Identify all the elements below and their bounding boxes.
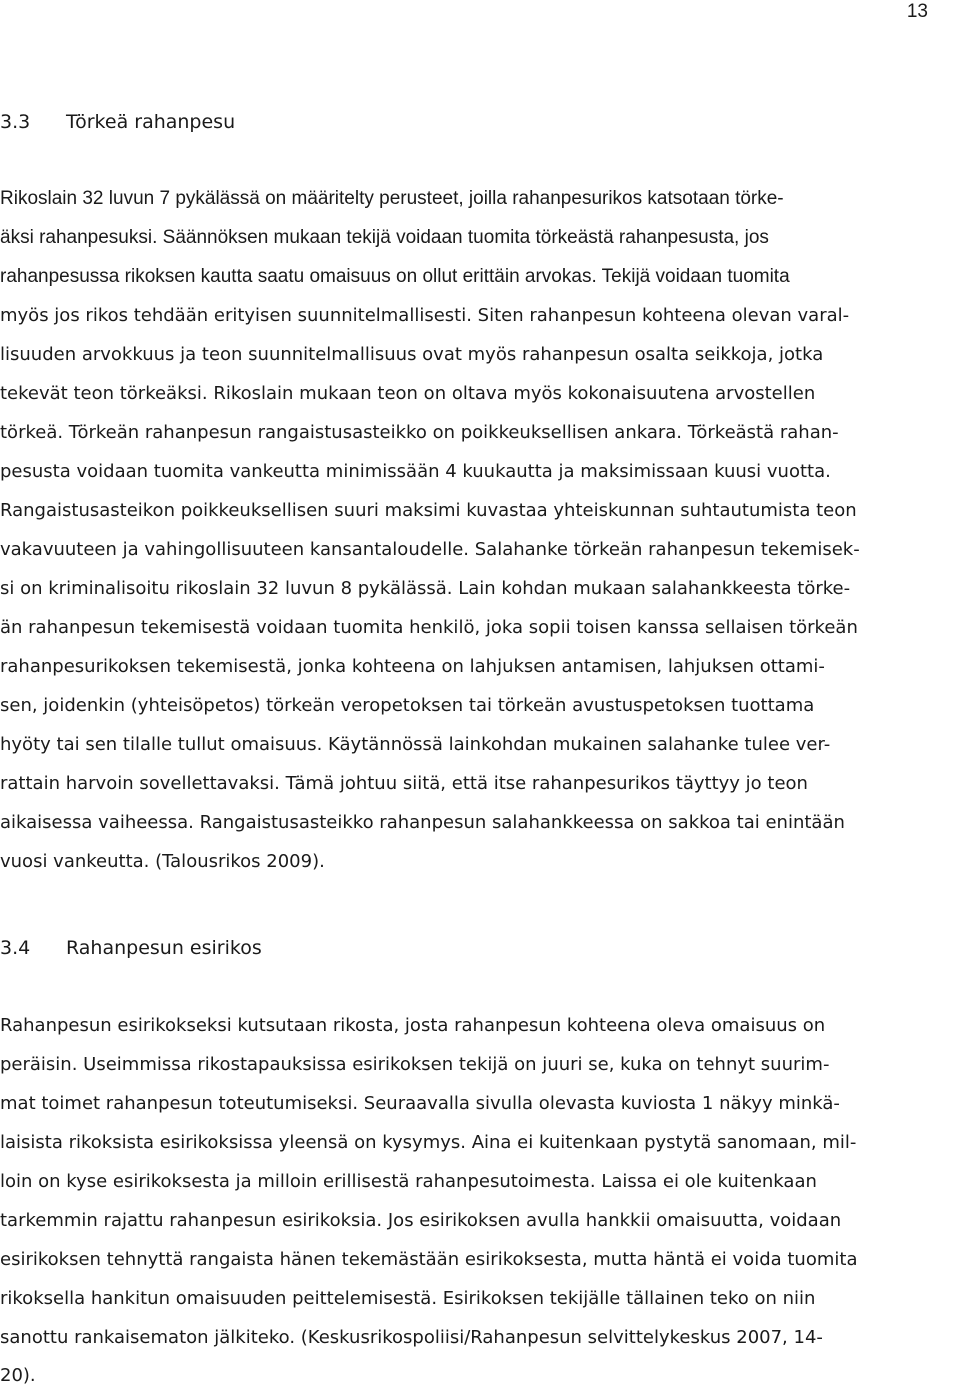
section-number: 3.4 bbox=[0, 937, 31, 959]
section-number: 3.3 bbox=[0, 111, 31, 133]
text-line: tekevät teon törkeäksi. Rikoslain mukaan teon on oltava myös kokonaisuutena arvostellen bbox=[0, 383, 816, 404]
text-line: vuosi vankeutta. (Talousrikos 2009). bbox=[0, 851, 325, 872]
text-line: än rahanpesun tekemisestä voidaan tuomita henkilö, joka sopii toisen kanssa sellaisen törkeän bbox=[0, 617, 858, 638]
text-line: esirikoksen tehnyttä rangaista hänen tekemästään esirikoksesta, mutta häntä ei voida tuomita bbox=[0, 1249, 858, 1270]
text-line: sen, joidenkin (yhteisöpetos) törkeän veropetoksen tai törkeän avustuspetoksen tuottama bbox=[0, 695, 815, 716]
text-line: sanottu rankaisematon jälkiteko. (Keskusrikospoliisi/Rahanpesun selvittelykeskus 2007, 14- bbox=[0, 1327, 823, 1348]
text-line: mat toimet rahanpesun toteutumiseksi. Seuraavalla sivulla olevasta kuviosta 1 näkyy minkä- bbox=[0, 1093, 840, 1114]
text-line: rahanpesussa rikoksen kautta saatu omaisuus on ollut erittäin arvokas. Tekijä voidaan tuomita bbox=[0, 266, 790, 287]
section-title: Törkeä rahanpesu bbox=[66, 111, 236, 133]
text-line: Rangaistusasteikon poikkeuksellisen suuri maksimi kuvastaa yhteiskunnan suhtautumista teon bbox=[0, 500, 857, 521]
section-heading-3-3 bbox=[0, 110, 235, 134]
text-line: pesusta voidaan tuomita vankeutta minimissään 4 kuukautta ja maksimissaan kuusi vuotta. bbox=[0, 461, 831, 482]
page-number: 13 bbox=[906, 1, 928, 22]
text-line: hyöty tai sen tilalle tullut omaisuus. Käytännössä lainkohdan mukainen salahanke tulee ver- bbox=[0, 734, 831, 755]
text-line: laisista rikoksista esirikoksissa yleensä on kysymys. Aina ei kuitenkaan pystytä sanomaan, mil- bbox=[0, 1132, 857, 1153]
text-line: Rahanpesun esirikokseksi kutsutaan rikosta, josta rahanpesun kohteena oleva omaisuus on bbox=[0, 1015, 826, 1036]
text-line: törkeä. Törkeän rahanpesun rangaistusasteikko on poikkeuksellisen ankara. Törkeästä rahan- bbox=[0, 422, 839, 443]
section-title: Rahanpesun esirikos bbox=[66, 937, 262, 959]
text-line: si on kriminalisoitu rikoslain 32 luvun 8 pykälässä. Lain kohdan mukaan salahankkeesta törke- bbox=[0, 578, 851, 599]
text-line: rahanpesurikoksen tekemisestä, jonka kohteena on lahjuksen antamisen, lahjuksen ottami- bbox=[0, 656, 825, 677]
text-line: myös jos rikos tehdään erityisen suunnitelmallisesti. Siten rahanpesun kohteena olevan varal- bbox=[0, 305, 850, 326]
text-line: äksi rahanpesuksi. Säännöksen mukaan tekijä voidaan tuomita törkeästä rahanpesusta, jos bbox=[0, 227, 769, 248]
text-line: tarkemmin rajattu rahanpesun esirikoksia. Jos esirikoksen avulla hankkii omaisuutta, voidaan bbox=[0, 1210, 842, 1231]
text-line: Rikoslain 32 luvun 7 pykälässä on määritelty perusteet, joilla rahanpesurikos katsotaan törke- bbox=[0, 188, 784, 209]
section-heading-3-4 bbox=[0, 936, 262, 960]
text-line: vakavuuteen ja vahingollisuuteen kansantaloudelle. Salahanke törkeän rahanpesun tekemisek- bbox=[0, 539, 860, 560]
text-line: rattain harvoin sovellettavaksi. Tämä johtuu siitä, että itse rahanpesurikos täyttyy jo teon bbox=[0, 773, 808, 794]
text-line: peräisin. Useimmissa rikostapauksissa esirikoksen tekijä on juuri se, kuka on tehnyt suurim- bbox=[0, 1054, 830, 1075]
text-line: aikaisessa vaiheessa. Rangaistusasteikko rahanpesun salahankkeessa on sakkoa tai enintään bbox=[0, 812, 845, 833]
text-line: lisuuden arvokkuus ja teon suunnitelmallisuus ovat myös rahanpesun osalta seikkoja, jotka bbox=[0, 344, 824, 365]
text-line: loin on kyse esirikoksesta ja milloin erillisestä rahanpesutoimesta. Laissa ei ole kuitenkaan bbox=[0, 1171, 817, 1192]
text-line: rikoksella hankitun omaisuuden peittelemisestä. Esirikoksen tekijälle tällainen teko on niin bbox=[0, 1288, 816, 1309]
text-line: 20). bbox=[0, 1365, 36, 1386]
